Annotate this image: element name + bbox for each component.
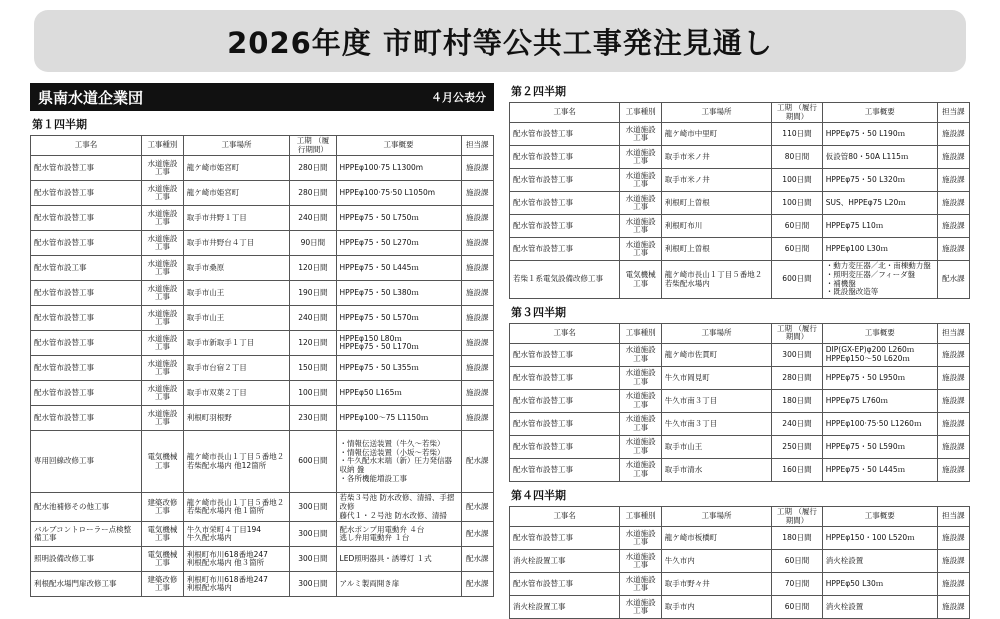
cell-name: 配水管布設替工事 <box>510 146 620 169</box>
cell-place: 利根町上曽根 <box>661 238 771 261</box>
header-place: 工事場所 <box>661 507 771 527</box>
cell-period: 600日間 <box>772 261 823 299</box>
cell-dept: 施設課 <box>937 123 969 146</box>
table-row <box>510 367 970 390</box>
cell-summary: HPPEφ75・50 L190ｍ <box>822 123 937 146</box>
cell-name: 照明設備改修工事 <box>31 547 142 572</box>
header-dept: 担当課 <box>937 507 969 527</box>
table-row <box>510 169 970 192</box>
table-row <box>31 306 494 331</box>
cell-summary: HPPEφ100～75 L1150ｍ <box>336 406 461 431</box>
cell-type: 水道施設 工事 <box>620 390 661 413</box>
header-summary: 工事概要 <box>336 136 461 156</box>
table-header-row <box>31 136 494 156</box>
schedule-table <box>509 506 970 619</box>
cell-period: 120日間 <box>290 331 336 356</box>
cell-summary: DIP(GX-EP)φ200 L260ｍ HPPEφ150～50 L620ｍ <box>822 344 937 367</box>
cell-type: 水道施設 工事 <box>142 256 184 281</box>
cell-dept: 施設課 <box>937 527 969 550</box>
cell-name: 配水管布設替工事 <box>510 573 620 596</box>
cell-dept: 施設課 <box>461 356 493 381</box>
cell-dept: 施設課 <box>937 192 969 215</box>
header-place: 工事場所 <box>661 323 771 343</box>
cell-type: 電気機械 工事 <box>142 522 184 547</box>
cell-period: 300日間 <box>290 493 336 522</box>
cell-dept: 施設課 <box>461 181 493 206</box>
cell-summary: HPPEφ150 L80ｍ HPPEφ75・50 L170ｍ <box>336 331 461 356</box>
cell-type: 水道施設 工事 <box>142 381 184 406</box>
cell-dept: 配水課 <box>461 547 493 572</box>
cell-type: 水道施設 工事 <box>142 156 184 181</box>
cell-period: 240日間 <box>772 413 823 436</box>
cell-place: 龍ケ崎市長山１丁目５番地２ 若柴配水場内 他12箇所 <box>183 431 289 493</box>
header-period: 工期 （履行期間） <box>772 507 823 527</box>
table-row <box>510 215 970 238</box>
cell-place: 取手市野々井 <box>661 573 771 596</box>
published-label: ４月公表分 <box>431 91 486 104</box>
table-row <box>510 550 970 573</box>
header-period: 工期 （履行期間） <box>772 323 823 343</box>
cell-dept: 施設課 <box>937 436 969 459</box>
cell-place: 取手市米ノ井 <box>661 146 771 169</box>
cell-summary: 配水ポンプ用電動弁 ４台 逃し弁用電動弁 １台 <box>336 522 461 547</box>
cell-summary: HPPEφ75・50 L950ｍ <box>822 367 937 390</box>
cell-period: 240日間 <box>290 206 336 231</box>
cell-name: 配水管布設替工事 <box>31 406 142 431</box>
table-row <box>31 493 494 522</box>
cell-name: 配水管布設替工事 <box>31 281 142 306</box>
cell-dept: 配水課 <box>461 493 493 522</box>
cell-dept: 施設課 <box>461 231 493 256</box>
cell-summary: HPPEφ75・50 L570ｍ <box>336 306 461 331</box>
cell-period: 250日間 <box>772 436 823 459</box>
cell-dept: 施設課 <box>937 169 969 192</box>
cell-name: 配水管布設替工事 <box>31 181 142 206</box>
cell-dept: 施設課 <box>937 413 969 436</box>
cell-dept: 配水課 <box>461 522 493 547</box>
cell-dept: 施設課 <box>461 256 493 281</box>
cell-place: 龍ケ崎市佐貫町 <box>661 344 771 367</box>
cell-summary: HPPEφ100·75·50 L1260ｍ <box>822 413 937 436</box>
table-row <box>31 281 494 306</box>
cell-period: 160日間 <box>772 459 823 482</box>
table-row <box>510 192 970 215</box>
cell-name: 配水管布設工事 <box>31 256 142 281</box>
cell-summary: ・動力変圧器／北・南棟動力盤 ・照明変圧器／フィーダ盤 ・補機盤 ・既設盤改造等 <box>822 261 937 299</box>
table-row <box>510 390 970 413</box>
cell-dept: 施設課 <box>937 146 969 169</box>
cell-summary: HPPEφ75・50 L355ｍ <box>336 356 461 381</box>
cell-summary: SUS、HPPEφ75 L20ｍ <box>822 192 937 215</box>
header-name: 工事名 <box>510 323 620 343</box>
cell-summary: 仮設管80・50A L115ｍ <box>822 146 937 169</box>
cell-period: 60日間 <box>772 215 823 238</box>
schedule-table <box>30 135 494 597</box>
cell-summary: HPPEφ100·75·50 L1050m <box>336 181 461 206</box>
cell-place: 取手市桑原 <box>183 256 289 281</box>
header-dept: 担当課 <box>937 323 969 343</box>
schedule-table <box>509 323 970 482</box>
cell-period: 280日間 <box>290 181 336 206</box>
cell-dept: 施設課 <box>937 459 969 482</box>
cell-name: 配水管布設替工事 <box>510 238 620 261</box>
cell-name: 若柴１系電気設備改修工事 <box>510 261 620 299</box>
header-type: 工事種別 <box>620 103 661 123</box>
cell-type: 電気機械 工事 <box>142 431 184 493</box>
cell-summary: HPPEφ75・50 L445ｍ <box>336 256 461 281</box>
cell-type: 水道施設 工事 <box>142 181 184 206</box>
cell-period: 180日間 <box>772 390 823 413</box>
quarter-heading: 第１四半期 <box>32 118 87 131</box>
cell-type: 水道施設 工事 <box>620 238 661 261</box>
header-type: 工事種別 <box>620 323 661 343</box>
cell-dept: 施設課 <box>937 573 969 596</box>
table-row <box>31 356 494 381</box>
cell-dept: 施設課 <box>461 331 493 356</box>
cell-summary: アルミ製両開き扉 <box>336 572 461 597</box>
table-row <box>510 459 970 482</box>
cell-place: 牛久市栄町４丁目194 牛久配水場内 <box>183 522 289 547</box>
cell-place: 取手市山王 <box>183 281 289 306</box>
cell-period: 90日間 <box>290 231 336 256</box>
cell-name: 配水管布設替工事 <box>510 344 620 367</box>
cell-place: 取手市米ノ井 <box>661 169 771 192</box>
cell-type: 水道施設 工事 <box>142 356 184 381</box>
cell-period: 240日間 <box>290 306 336 331</box>
cell-name: 配水管布設替工事 <box>510 367 620 390</box>
table-row <box>31 231 494 256</box>
cell-place: 龍ケ崎市姫宮町 <box>183 181 289 206</box>
cell-period: 70日間 <box>772 573 823 596</box>
cell-period: 110日間 <box>772 123 823 146</box>
table-row <box>31 256 494 281</box>
cell-place: 利根町羽根野 <box>183 406 289 431</box>
cell-type: 水道施設 工事 <box>620 436 661 459</box>
cell-place: 取手市井野台４丁目 <box>183 231 289 256</box>
title-banner <box>34 10 966 72</box>
table-row <box>31 156 494 181</box>
header-name: 工事名 <box>510 103 620 123</box>
cell-place: 龍ケ崎市中里町 <box>661 123 771 146</box>
cell-summary: HPPEφ75 L10ｍ <box>822 215 937 238</box>
cell-name: 配水管布設替工事 <box>510 169 620 192</box>
cell-period: 100日間 <box>772 169 823 192</box>
cell-type: 電気機械 工事 <box>620 261 661 299</box>
cell-place: 龍ケ崎市姫宮町 <box>183 156 289 181</box>
cell-period: 100日間 <box>772 192 823 215</box>
cell-type: 電気機械 工事 <box>142 547 184 572</box>
header-name: 工事名 <box>31 136 142 156</box>
cell-place: 取手市山王 <box>661 436 771 459</box>
table-row <box>31 181 494 206</box>
cell-period: 60日間 <box>772 596 823 619</box>
table-row <box>510 527 970 550</box>
cell-type: 水道施設 工事 <box>620 596 661 619</box>
cell-type: 水道施設 工事 <box>620 527 661 550</box>
header-type: 工事種別 <box>620 507 661 527</box>
quarter-heading: 第４四半期 <box>511 489 566 502</box>
cell-place: 取手市内 <box>661 596 771 619</box>
cell-type: 水道施設 工事 <box>620 192 661 215</box>
cell-summary: HPPEφ75・50 L590ｍ <box>822 436 937 459</box>
table-row <box>510 436 970 459</box>
cell-name: 配水管布設替工事 <box>31 381 142 406</box>
cell-dept: 施設課 <box>461 406 493 431</box>
table-row <box>31 406 494 431</box>
cell-name: 配水管布設替工事 <box>510 527 620 550</box>
table-row <box>31 381 494 406</box>
header-period: 工期 （履行期間） <box>772 103 823 123</box>
cell-name: 配水管布設替工事 <box>510 192 620 215</box>
cell-period: 280日間 <box>772 367 823 390</box>
cell-type: 水道施設 工事 <box>620 413 661 436</box>
header-summary: 工事概要 <box>822 103 937 123</box>
cell-period: 300日間 <box>290 572 336 597</box>
cell-period: 600日間 <box>290 431 336 493</box>
cell-name: 配水管布設替工事 <box>31 331 142 356</box>
cell-place: 利根町上曽根 <box>661 192 771 215</box>
cell-dept: 施設課 <box>937 215 969 238</box>
cell-period: 300日間 <box>290 547 336 572</box>
cell-name: 配水管布設替工事 <box>31 156 142 181</box>
cell-summary: HPPEφ100·75 L1300m <box>336 156 461 181</box>
cell-summary: HPPEφ75・50 L750ｍ <box>336 206 461 231</box>
cell-type: 水道施設 工事 <box>142 331 184 356</box>
cell-period: 300日間 <box>290 522 336 547</box>
cell-type: 水道施設 工事 <box>620 123 661 146</box>
cell-place: 取手市新取手１丁目 <box>183 331 289 356</box>
cell-place: 取手市清水 <box>661 459 771 482</box>
cell-name: 配水池補修その他工事 <box>31 493 142 522</box>
schedule-table <box>509 102 970 299</box>
cell-dept: 施設課 <box>937 390 969 413</box>
cell-place: 龍ケ崎市板橋町 <box>661 527 771 550</box>
cell-place: 利根町布川618番地247 利根配水場内 他３箇所 <box>183 547 289 572</box>
cell-type: 水道施設 工事 <box>620 215 661 238</box>
cell-summary: LED照明器具・誘導灯 １式 <box>336 547 461 572</box>
cell-type: 水道施設 工事 <box>142 406 184 431</box>
cell-type: 水道施設 工事 <box>620 550 661 573</box>
cell-name: バルブコントローラー点検整備工事 <box>31 522 142 547</box>
cell-place: 利根町布川 <box>661 215 771 238</box>
cell-summary: 消火栓設置 <box>822 596 937 619</box>
cell-summary: HPPEφ150・100 L520ｍ <box>822 527 937 550</box>
cell-type: 建築改修 工事 <box>142 572 184 597</box>
cell-place: 龍ケ崎市長山１丁目５番地２ 若柴配水場内 <box>661 261 771 299</box>
cell-type: 水道施設 工事 <box>142 306 184 331</box>
cell-name: 利根配水場門扉改修工事 <box>31 572 142 597</box>
cell-dept: 施設課 <box>937 344 969 367</box>
cell-place: 取手市双葉２丁目 <box>183 381 289 406</box>
header-period: 工期 （履行期間） <box>290 136 336 156</box>
cell-name: 配水管布設替工事 <box>510 215 620 238</box>
cell-place: 牛久市内 <box>661 550 771 573</box>
table-row <box>510 596 970 619</box>
cell-place: 取手市山王 <box>183 306 289 331</box>
right-column <box>509 83 970 619</box>
cell-summary: 若柴３号池 防水改修、清掃、手摺改修 藤代１・２号池 防水改修、清掃 <box>336 493 461 522</box>
cell-dept: 配水課 <box>461 431 493 493</box>
cell-place: 牛久市南３丁目 <box>661 413 771 436</box>
cell-summary: 消火栓設置 <box>822 550 937 573</box>
cell-name: 消火栓設置工事 <box>510 550 620 573</box>
cell-dept: 配水課 <box>937 261 969 299</box>
cell-summary: HPPEφ75・50 L380ｍ <box>336 281 461 306</box>
cell-period: 150日間 <box>290 356 336 381</box>
table-header-row <box>510 323 970 343</box>
cell-dept: 施設課 <box>461 156 493 181</box>
org-name: 県南水道企業団 <box>38 88 144 107</box>
cell-name: 配水管布設替工事 <box>31 306 142 331</box>
page-title: 2026年度 市町村等公共工事発注見通し <box>227 25 773 60</box>
cell-name: 配水管布設替工事 <box>510 459 620 482</box>
table-row <box>31 431 494 493</box>
cell-period: 100日間 <box>290 381 336 406</box>
cell-dept: 施設課 <box>937 550 969 573</box>
cell-name: 配水管布設替工事 <box>31 231 142 256</box>
cell-period: 180日間 <box>772 527 823 550</box>
cell-period: 60日間 <box>772 550 823 573</box>
cell-summary: HPPEφ50 L30ｍ <box>822 573 937 596</box>
header-dept: 担当課 <box>461 136 493 156</box>
cell-name: 消火栓設置工事 <box>510 596 620 619</box>
table-row <box>31 206 494 231</box>
table-row <box>510 146 970 169</box>
cell-name: 専用回線改修工事 <box>31 431 142 493</box>
cell-place: 牛久市岡見町 <box>661 367 771 390</box>
cell-summary: HPPEφ75・50 L445ｍ <box>822 459 937 482</box>
cell-dept: 配水課 <box>461 572 493 597</box>
cell-dept: 施設課 <box>937 367 969 390</box>
cell-period: 280日間 <box>290 156 336 181</box>
cell-summary: HPPEφ75・50 L320ｍ <box>822 169 937 192</box>
table-row <box>510 123 970 146</box>
cell-period: 60日間 <box>772 238 823 261</box>
cell-type: 水道施設 工事 <box>620 344 661 367</box>
quarter-heading: 第３四半期 <box>511 305 566 319</box>
cell-summary: ・情報伝送装置（牛久～若柴） ・情報伝送装置（小坂～若柴） ・牛久配水末端（新）圧力発信器収納 盤 ・各所機能増設工事 <box>336 431 461 493</box>
header-summary: 工事概要 <box>822 323 937 343</box>
header-dept: 担当課 <box>937 103 969 123</box>
cell-summary: HPPEφ75 L760ｍ <box>822 390 937 413</box>
cell-summary: HPPEφ50 L165ｍ <box>336 381 461 406</box>
cell-dept: 施設課 <box>461 281 493 306</box>
cell-name: 配水管布設替工事 <box>510 436 620 459</box>
cell-period: 190日間 <box>290 281 336 306</box>
cell-summary: HPPEφ100 L30ｍ <box>822 238 937 261</box>
cell-summary: HPPEφ75・50 L270ｍ <box>336 231 461 256</box>
table-header-row <box>510 103 970 123</box>
cell-dept: 施設課 <box>461 381 493 406</box>
cell-type: 水道施設 工事 <box>142 206 184 231</box>
cell-dept: 施設課 <box>461 206 493 231</box>
cell-place: 取手市井野１丁目 <box>183 206 289 231</box>
cell-type: 水道施設 工事 <box>620 459 661 482</box>
cell-name: 配水管布設替工事 <box>31 356 142 381</box>
cell-place: 牛久市南３丁目 <box>661 390 771 413</box>
org-header <box>30 83 494 111</box>
cell-type: 水道施設 工事 <box>620 573 661 596</box>
header-place: 工事場所 <box>183 136 289 156</box>
table-row <box>31 572 494 597</box>
left-column <box>30 83 494 597</box>
cell-dept: 施設課 <box>461 306 493 331</box>
header-summary: 工事概要 <box>822 507 937 527</box>
cell-period: 120日間 <box>290 256 336 281</box>
cell-name: 配水管布設替工事 <box>510 413 620 436</box>
cell-type: 水道施設 工事 <box>142 281 184 306</box>
table-row <box>510 413 970 436</box>
cell-name: 配水管布設替工事 <box>31 206 142 231</box>
cell-place: 取手市台宿２丁目 <box>183 356 289 381</box>
table-row <box>510 344 970 367</box>
cell-type: 水道施設 工事 <box>620 146 661 169</box>
table-row <box>31 522 494 547</box>
cell-dept: 施設課 <box>937 238 969 261</box>
table-row <box>510 261 970 299</box>
cell-type: 水道施設 工事 <box>620 169 661 192</box>
table-row <box>510 573 970 596</box>
cell-place: 龍ケ崎市長山１丁目５番地２ 若柴配水場内 他１箇所 <box>183 493 289 522</box>
cell-type: 建築改修 工事 <box>142 493 184 522</box>
table-row <box>510 238 970 261</box>
cell-period: 230日間 <box>290 406 336 431</box>
table-header-row <box>510 507 970 527</box>
cell-dept: 施設課 <box>937 596 969 619</box>
cell-type: 水道施設 工事 <box>620 367 661 390</box>
cell-name: 配水管布設替工事 <box>510 123 620 146</box>
cell-period: 80日間 <box>772 146 823 169</box>
cell-name: 配水管布設替工事 <box>510 390 620 413</box>
cell-place: 利根町布川618番地247 利根配水場内 <box>183 572 289 597</box>
table-row <box>31 331 494 356</box>
cell-type: 水道施設 工事 <box>142 231 184 256</box>
header-type: 工事種別 <box>142 136 184 156</box>
table-row <box>31 547 494 572</box>
header-place: 工事場所 <box>661 103 771 123</box>
header-name: 工事名 <box>510 507 620 527</box>
cell-period: 300日間 <box>772 344 823 367</box>
quarter-heading: 第２四半期 <box>511 85 566 98</box>
